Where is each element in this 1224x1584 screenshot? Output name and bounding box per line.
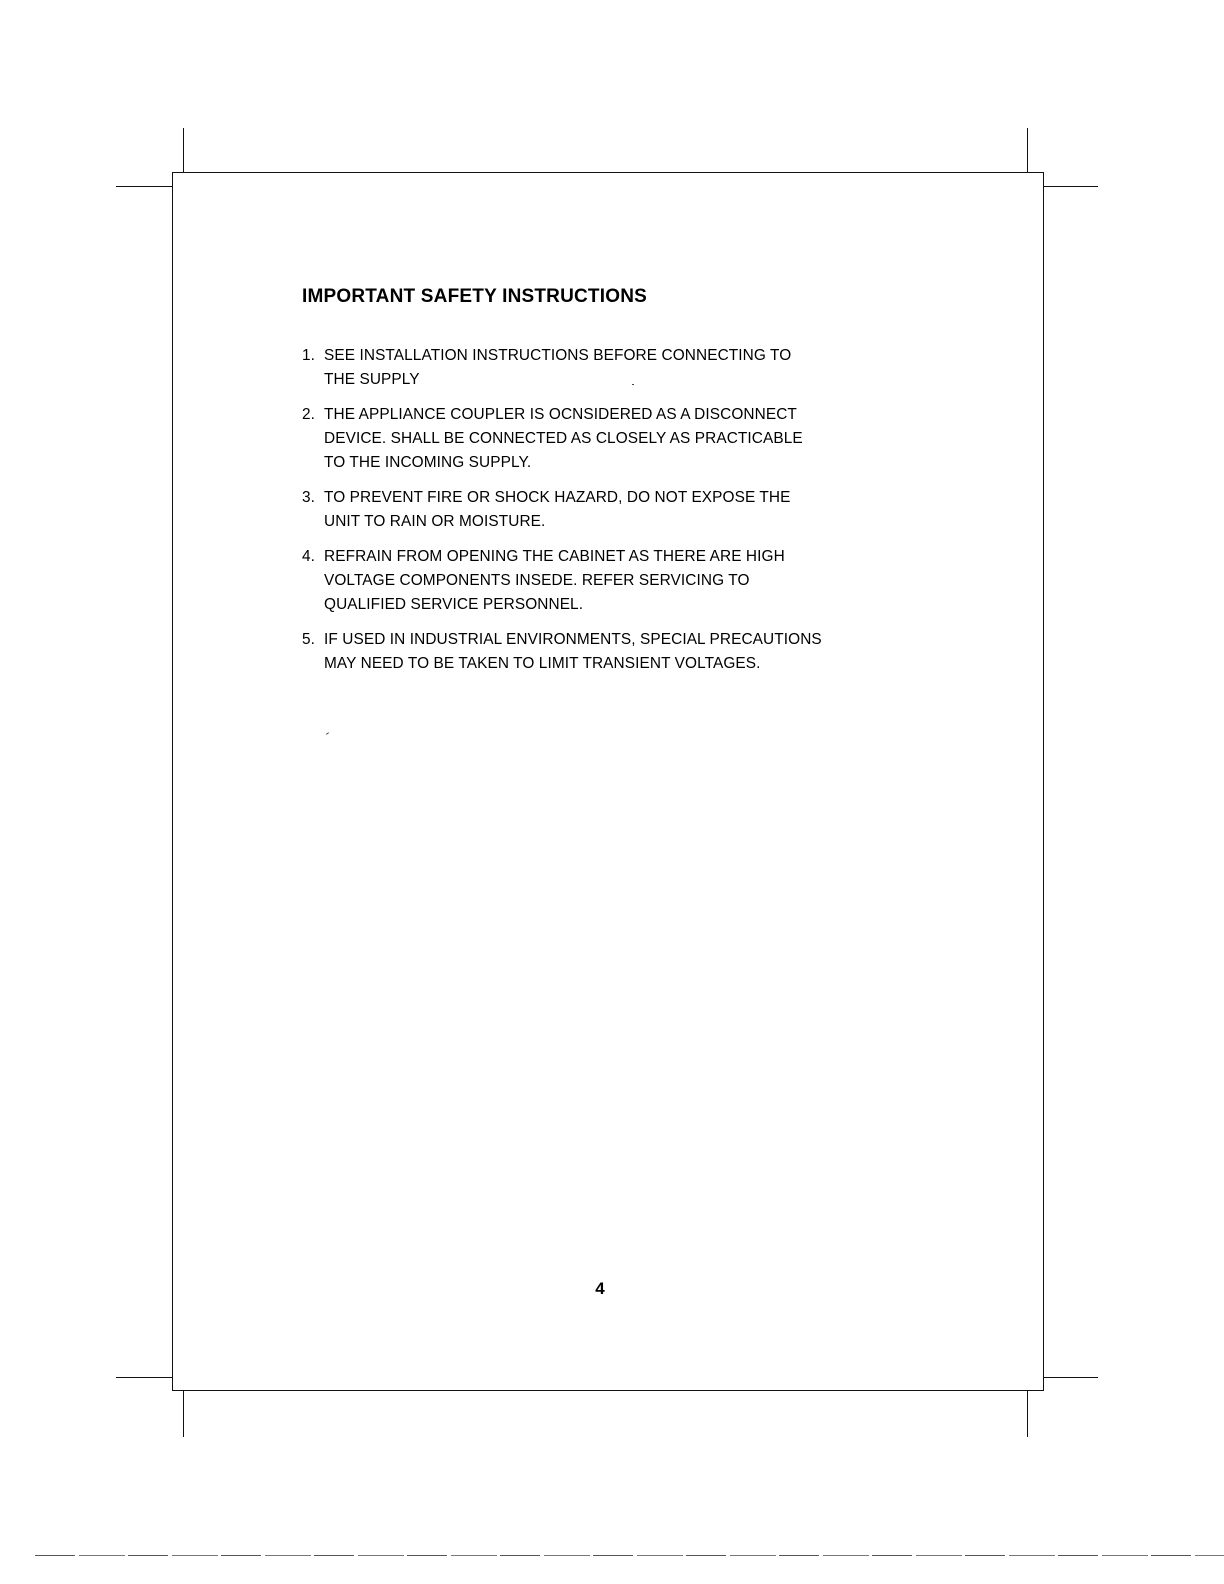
list-item: [302, 403, 922, 475]
item-text-line: QUALIFIED SERVICE PERSONNEL.: [324, 596, 584, 613]
page-title: IMPORTANT SAFETY INSTRUCTIONS: [302, 286, 647, 307]
item-text-line: REFRAIN FROM OPENING THE CABINET AS THERE ARE HIGH: [324, 548, 785, 565]
list-item: [302, 628, 922, 676]
item-text-line: VOLTAGE COMPONENTS INSEDE. REFER SERVICING TO: [324, 572, 750, 589]
item-text-line: UNIT TO RAIN OR MOISTURE.: [324, 513, 546, 530]
crop-mark-top-left-horizontal: [116, 186, 172, 187]
item-text-line: DEVICE. SHALL BE CONNECTED AS CLOSELY AS PRACTICABLE: [324, 430, 803, 447]
item-text-line: TO THE INCOMING SUPPLY.: [324, 454, 532, 471]
item-text-line: THE APPLIANCE COUPLER IS OCNSIDERED AS A DISCONNECT: [324, 406, 797, 423]
item-text-line: TO PREVENT FIRE OR SHOCK HAZARD, DO NOT EXPOSE THE: [324, 489, 791, 506]
list-item: [302, 486, 922, 534]
crop-mark-top-right-vertical: [1027, 128, 1028, 172]
crop-mark-bottom-left-vertical: [183, 1391, 184, 1437]
safety-instruction-list: [302, 344, 922, 687]
item-text-line: MAY NEED TO BE TAKEN TO LIMIT TRANSIENT VOLTAGES.: [324, 655, 761, 672]
crop-mark-top-left-vertical: [183, 128, 184, 172]
crop-mark-top-right-horizontal: [1044, 186, 1098, 187]
item-number: 4.: [302, 548, 316, 565]
scan-edge-line: [35, 1555, 1224, 1556]
list-item: [302, 344, 922, 392]
item-text-line: SEE INSTALLATION INSTRUCTIONS BEFORE CONNECTING TO: [324, 347, 792, 364]
crop-mark-bottom-right-horizontal: [1044, 1377, 1098, 1378]
page-number: 4: [595, 1279, 605, 1298]
item-number: 5.: [302, 631, 316, 648]
scan-speck: [632, 384, 634, 385]
item-text-line: IF USED IN INDUSTRIAL ENVIRONMENTS, SPECIAL PRECAUTIONS: [324, 631, 822, 648]
item-number: 3.: [302, 489, 316, 506]
item-number: 2.: [302, 406, 316, 423]
crop-mark-bottom-right-vertical: [1027, 1391, 1028, 1437]
crop-mark-bottom-left-horizontal: [116, 1377, 172, 1378]
list-item: [302, 545, 922, 617]
item-number: 1.: [302, 347, 316, 364]
item-text-line: THE SUPPLY: [324, 371, 420, 388]
